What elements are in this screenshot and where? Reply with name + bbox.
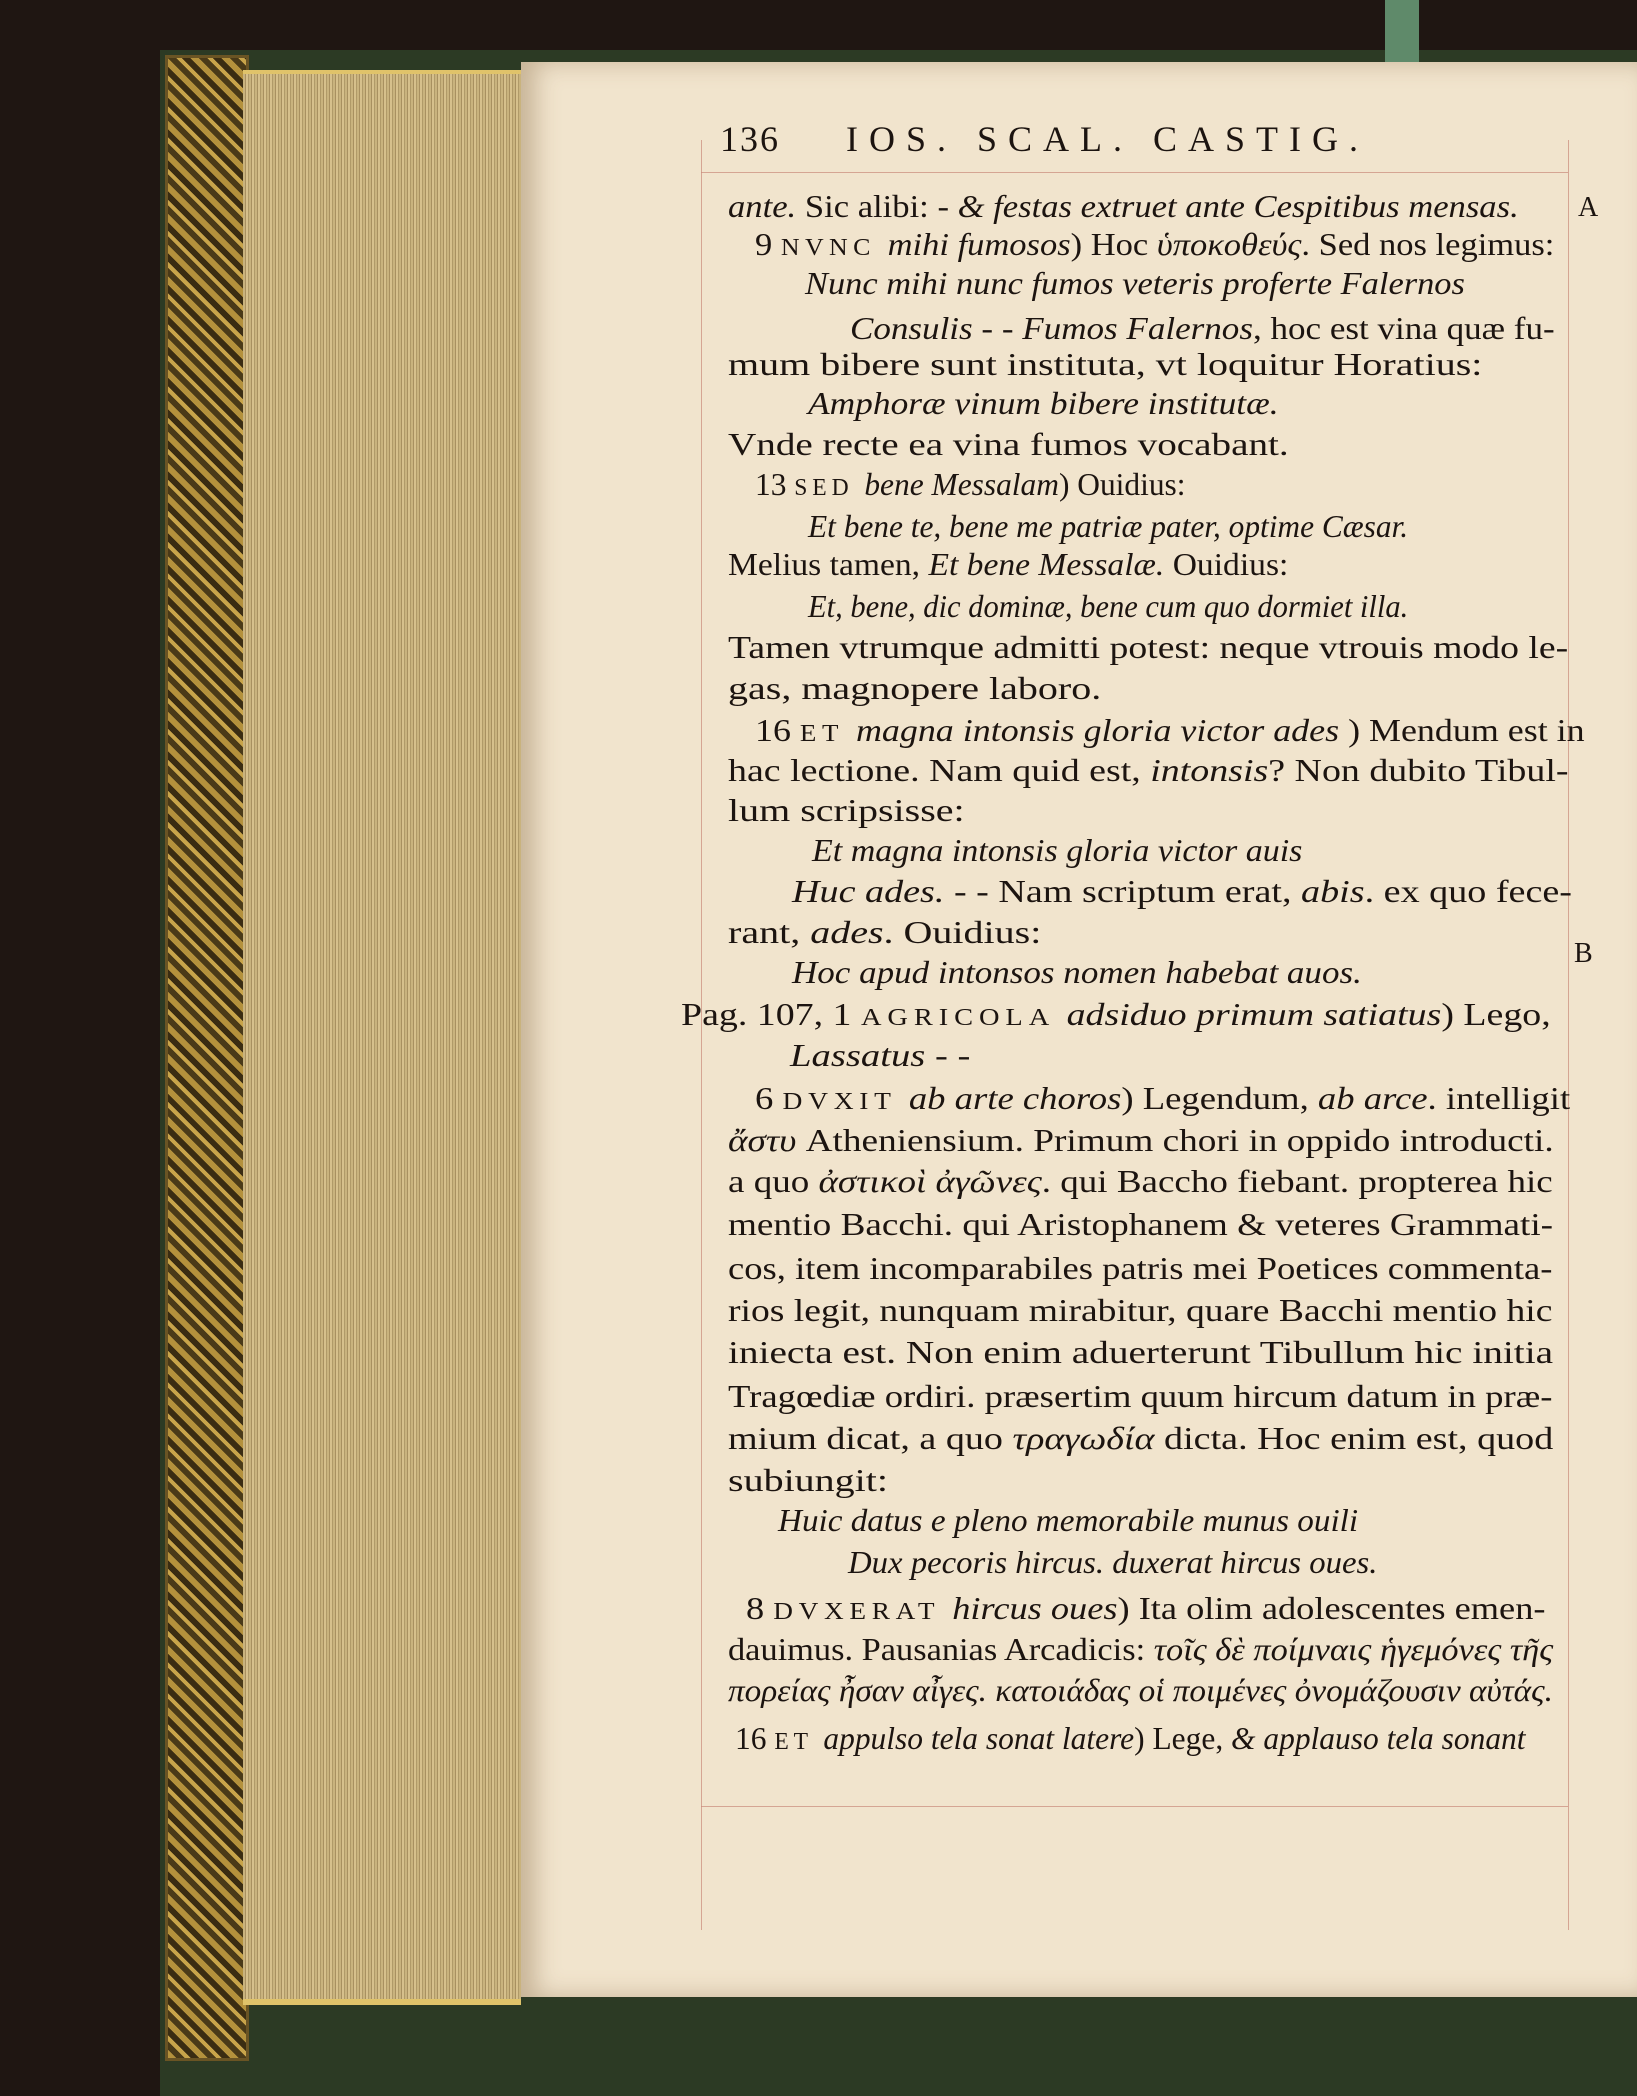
lemma-word: DVXERAT — [773, 1599, 953, 1625]
greek-text: ἀστικοὶ ἀγῶνες — [818, 1163, 1042, 1199]
roman-text: iniecta est. Non enim aduerterunt Tibullum hic initia — [728, 1334, 1554, 1370]
roman-text: dauimus. Pausanias Arcadicis: — [728, 1631, 1154, 1667]
roman-text: lum scripsisse: — [728, 792, 965, 828]
italic-text: Nunc mihi nunc fumos veteris proferte Falernos — [805, 265, 1465, 301]
italic-text: Et bene te, bene me patriæ pater, optime Cæsar. — [808, 508, 1409, 544]
italic-text: Lassatus - - — [790, 1037, 971, 1073]
text-line — [728, 1420, 1553, 1456]
italic-text: Huic datus e pleno memorabile munus ouili — [778, 1502, 1359, 1538]
running-title: IOS. SCAL. CASTIG. — [846, 119, 1370, 159]
text-line — [728, 1378, 1552, 1414]
text-line — [728, 1206, 1553, 1242]
text-line — [728, 914, 1041, 950]
text-line — [808, 385, 1279, 421]
roman-text: a quo — [728, 1163, 819, 1199]
lemma-word: ET — [774, 1729, 824, 1755]
lemma-word: NVNC — [780, 235, 888, 261]
italic-text: abis — [1301, 873, 1365, 909]
page-number: 136 — [720, 119, 780, 159]
roman-text: Ouidius: — [1164, 546, 1289, 582]
margin-letter-a: A — [1578, 192, 1599, 223]
italic-text: Fumos Falernos — [1022, 310, 1253, 346]
roman-text: cos, item incomparabiles patris mei Poetices commenta- — [728, 1250, 1553, 1286]
text-line — [792, 954, 1362, 990]
roman-text: 16 — [755, 712, 800, 748]
text-line — [728, 792, 965, 828]
running-head — [720, 118, 1420, 160]
text-line — [808, 588, 1408, 624]
roman-text: ? Non dubito Tibul- — [1268, 752, 1569, 788]
gilt-ornamental-border — [165, 55, 249, 2061]
text-line — [728, 188, 1519, 224]
italic-text: Et magna intonsis gloria victor auis — [812, 832, 1303, 868]
text-line — [728, 1163, 1553, 1199]
text-line — [778, 1502, 1358, 1538]
roman-text: Atheniensium. Primum chori in oppido introducti. — [796, 1122, 1554, 1158]
italic-text: Et, bene, dic dominæ, bene cum quo dormiet illa. — [808, 588, 1409, 624]
footer-rule — [701, 1806, 1568, 1807]
text-line — [728, 1292, 1552, 1328]
roman-text: Vnde recte ea vina fumos vocabant. — [728, 426, 1289, 462]
text-line — [728, 670, 1101, 706]
roman-text: Tamen vtrumque admitti potest: neque vtrouis modo le- — [728, 629, 1569, 665]
text-line — [755, 226, 1554, 266]
text-line — [728, 1122, 1554, 1158]
roman-text: hac lectione. Nam quid est, — [728, 752, 1151, 788]
roman-text: . qui Baccho fiebant. propterea hic — [1041, 1163, 1553, 1199]
greek-text: ἄστυ — [728, 1122, 797, 1158]
text-line — [728, 629, 1568, 665]
greek-text: πορείας ἦσαν αἶγες. κατοιάδας οἱ ποιμένες ὀνομάζουσιν αὐτάς. — [728, 1672, 1553, 1708]
italic-text: & applauso tela sonant — [1231, 1720, 1526, 1756]
italic-text: Huc ades. - - — [792, 873, 989, 909]
roman-text: ) Lego, — [1441, 996, 1551, 1032]
text-line — [792, 873, 1572, 909]
italic-text: Hoc apud intonsos nomen habebat auos. — [792, 954, 1362, 990]
roman-text: . Ouidius: — [883, 914, 1042, 950]
roman-text: . ex quo fece- — [1364, 873, 1572, 909]
roman-text: , hoc est vina quæ fu- — [1252, 310, 1555, 346]
italic-text: hircus oues — [952, 1590, 1118, 1626]
italic-text: mihi fumosos — [887, 226, 1071, 262]
italic-text: & festas extruet ante Cespitibus mensas. — [957, 188, 1519, 224]
roman-text: dicta. Hoc enim est, quod — [1154, 1420, 1554, 1456]
italic-text: intonsis — [1150, 752, 1269, 788]
roman-text: gas, magnopere laboro. — [728, 670, 1102, 706]
greek-text: τραγωδία — [1012, 1420, 1155, 1456]
text-line — [755, 466, 1186, 506]
text-line — [728, 546, 1288, 582]
roman-text: rant, — [728, 914, 811, 950]
text-line — [728, 1672, 1553, 1708]
text-line — [728, 1631, 1553, 1667]
roman-text: ) Lege, — [1134, 1720, 1232, 1756]
text-line — [735, 1720, 1526, 1760]
text-line — [728, 1334, 1553, 1370]
text-line — [728, 346, 1482, 382]
lemma-word: SED — [794, 475, 865, 501]
text-line — [755, 712, 1585, 752]
roman-text: Pag. 107, 1 — [681, 996, 861, 1032]
header-rule — [701, 172, 1568, 173]
italic-text: appulso tela sonat latere — [823, 1720, 1135, 1756]
lemma-word: DVXIT — [782, 1089, 909, 1115]
italic-text: bene Messalam — [864, 466, 1059, 502]
roman-text: Nam scriptum erat, — [988, 873, 1302, 909]
text-line — [805, 265, 1465, 301]
italic-text: ab arte choros — [908, 1080, 1122, 1116]
text-line — [728, 1250, 1552, 1286]
roman-text: ) Mendum est in — [1339, 712, 1585, 748]
italic-text: Consulis - - — [850, 310, 1023, 346]
lemma-word: AGRICOLA — [860, 1005, 1067, 1031]
roman-text: . Sed nos legimus: — [1301, 226, 1555, 262]
roman-text: 13 — [755, 466, 795, 502]
roman-text: ) Legendum, — [1121, 1080, 1318, 1116]
text-line — [790, 1037, 970, 1073]
page-edges — [243, 70, 521, 2005]
text-line — [808, 508, 1408, 544]
text-line — [746, 1590, 1545, 1630]
roman-text: . intelligit — [1427, 1080, 1571, 1116]
roman-text: 8 — [746, 1590, 774, 1626]
italic-text: ab arce — [1317, 1080, 1428, 1116]
roman-text: 9 — [755, 226, 781, 262]
roman-text: 6 — [755, 1080, 783, 1116]
lemma-word: ET — [799, 721, 856, 747]
roman-text: mentio Bacchi. qui Aristophanem & veteres Grammati- — [728, 1206, 1554, 1242]
roman-text: subiungit: — [728, 1462, 889, 1498]
roman-text: mium dicat, a quo — [728, 1420, 1013, 1456]
roman-text: Melius tamen, — [728, 546, 929, 582]
text-line — [681, 996, 1551, 1036]
roman-text: Sic alibi: - — [804, 188, 958, 224]
right-margin-rule — [1568, 140, 1569, 1930]
text-line — [812, 832, 1302, 868]
text-line — [850, 310, 1555, 346]
text-line — [728, 752, 1568, 788]
roman-text: ) Ouidius: — [1058, 466, 1186, 502]
italic-text: ante. — [728, 188, 805, 224]
roman-text: Tragœdiæ ordiri. præsertim quum hircum datum in præ- — [728, 1378, 1553, 1414]
roman-text: 16 — [735, 1720, 775, 1756]
italic-text: Et bene Messalæ. — [928, 546, 1165, 582]
italic-text: Amphoræ vinum bibere institutæ. — [808, 385, 1279, 421]
roman-text: ) Ita olim adolescentes emen- — [1117, 1590, 1546, 1626]
italic-text: adsiduo primum satiatus — [1066, 996, 1442, 1032]
greek-text: ὑποκοθεύς — [1156, 226, 1302, 262]
margin-letter-b: B — [1574, 938, 1593, 969]
italic-text: Dux pecoris hircus. duxerat hircus oues. — [848, 1544, 1378, 1580]
text-line — [755, 1080, 1570, 1120]
text-line — [848, 1544, 1377, 1580]
roman-text: ) Hoc — [1070, 226, 1157, 262]
italic-text: magna intonsis gloria victor ades — [855, 712, 1340, 748]
roman-text: rios legit, nunquam mirabitur, quare Bacchi mentio hic — [728, 1292, 1553, 1328]
roman-text: mum bibere sunt instituta, vt loquitur Horatius: — [728, 346, 1483, 382]
text-line — [728, 426, 1289, 462]
text-line — [728, 1462, 888, 1498]
italic-text: ades — [810, 914, 884, 950]
greek-text: τοῖς δὲ ποίμναις ἡγεμόνες τῆς — [1153, 1631, 1554, 1667]
